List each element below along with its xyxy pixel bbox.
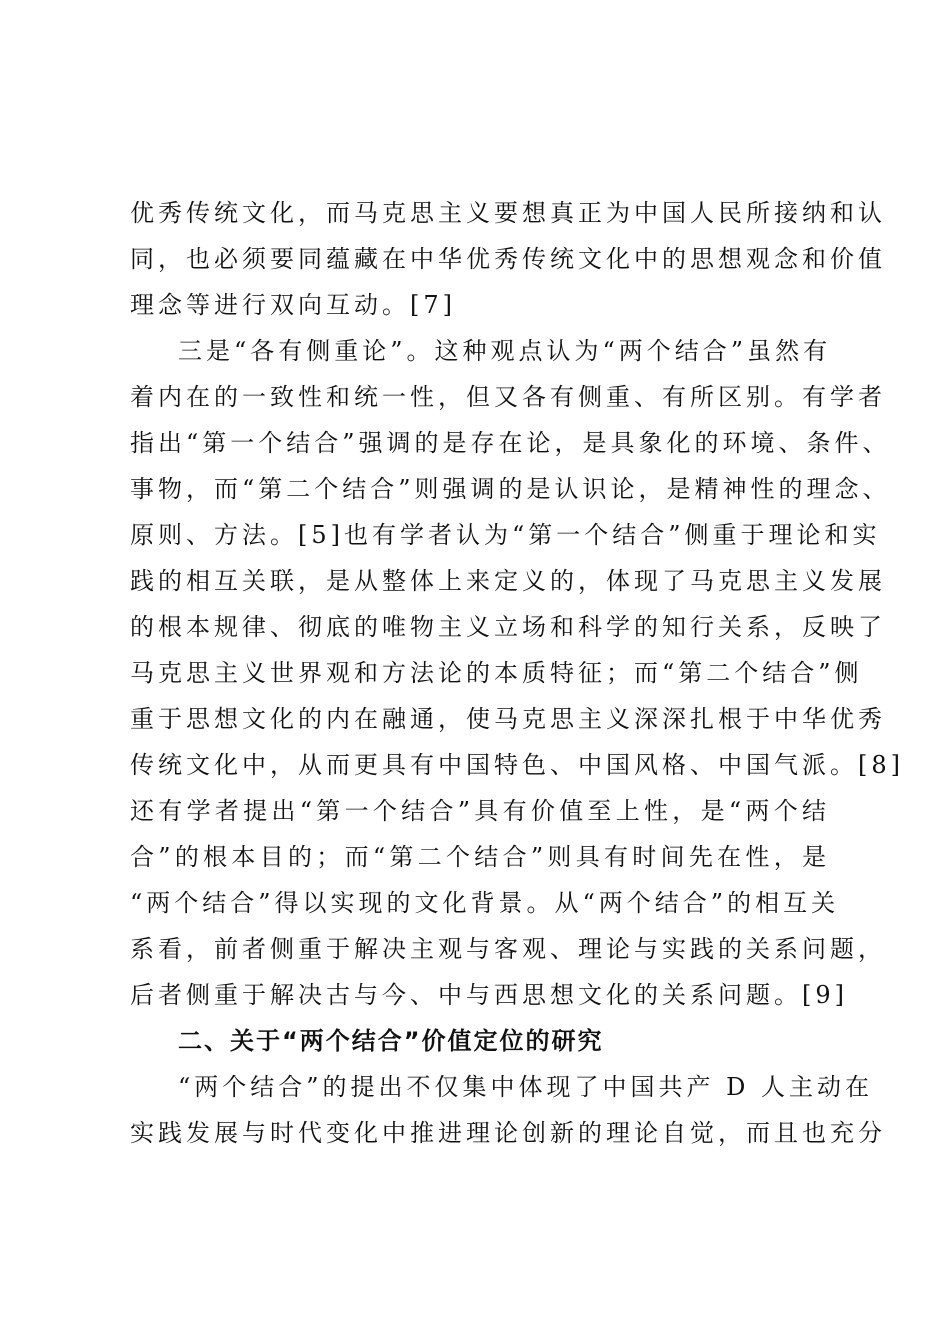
text-line: “两个结合”的提出不仅集中体现了中国共产 D 人主动在: [178, 1073, 874, 1101]
text-line: 事物，而“第二个结合”则强调的是认识论，是精神性的理念、: [130, 475, 891, 503]
text-line: 合”的根本目的；而“第二个结合”则具有时间先在性，是: [130, 843, 830, 871]
text-line: 还有学者提出“第一个结合”具有价值至上性，是“两个结: [130, 797, 830, 825]
text-line: “两个结合”得以实现的文化背景。从“两个结合”的相互关: [130, 889, 840, 917]
text-line: 的根本规律、彻底的唯物主义立场和科学的知行关系，反映了: [130, 613, 886, 641]
text-line: 践的相互关联，是从整体上来定义的，体现了马克思主义发展: [130, 567, 886, 595]
body-text: [130, 190, 904, 1156]
text-line: 三是“各有侧重论”。这种观点认为“两个结合”虽然有: [178, 337, 832, 365]
text-line: 原则、方法。[5]也有学者认为“第一个结合”侧重于理论和实: [130, 521, 881, 549]
text-line: 着内在的一致性和统一性，但又各有侧重、有所区别。有学者: [130, 383, 886, 411]
text-line: 优秀传统文化，而马克思主义要想真正为中国人民所接纳和认: [130, 199, 886, 227]
text-line: 系看，前者侧重于解决主观与客观、理论与实践的关系问题，: [130, 935, 886, 963]
text-line: 同，也必须要同蕴藏在中华优秀传统文化中的思想观念和价值: [130, 245, 886, 273]
section-heading: 二、关于“两个结合”价值定位的研究: [178, 1027, 604, 1055]
text-line: 传统文化中，从而更具有中国特色、中国风格、中国气派。[8]: [130, 751, 904, 779]
text-line: 指出“第一个结合”强调的是存在论，是具象化的环境、条件、: [130, 429, 891, 457]
text-line: 重于思想文化的内在融通，使马克思主义深深扎根于中华优秀: [130, 705, 886, 733]
text-line: 实践发展与时代变化中推进理论创新的理论自觉，而且也充分: [130, 1119, 886, 1147]
text-line: 马克思主义世界观和方法论的本质特征；而“第二个结合”侧: [130, 659, 863, 687]
text-line: 后者侧重于解决古与今、中与西思想文化的关系问题。[9]: [130, 981, 848, 1009]
text-line: 理念等进行双向互动。[7]: [130, 291, 456, 319]
